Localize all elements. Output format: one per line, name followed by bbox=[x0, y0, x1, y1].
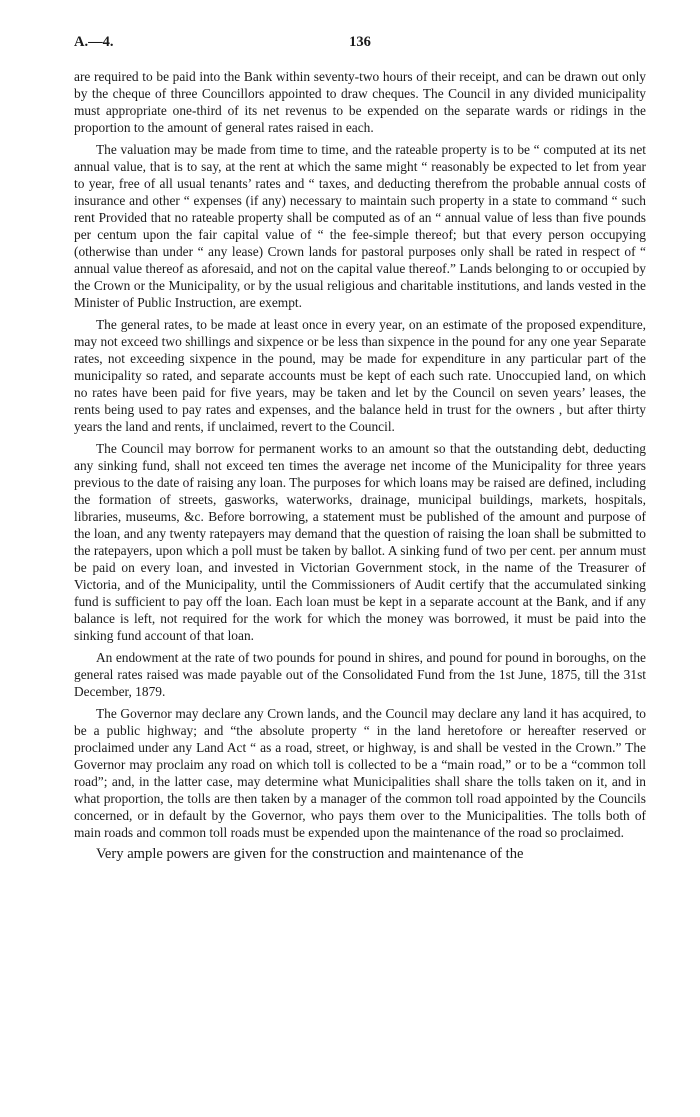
paragraph: are required to be paid into the Bank within seventy-two hours of their receipt, and can be drawn out only by the cheque of three Councillors appointed to draw cheques. The Council in any divided municipality must appropriate one-third of its net revenus to be expended on the separate wards or ridings in the proportion to the amount of general rates raised in each. bbox=[74, 69, 646, 135]
paragraph: The general rates, to be made at least once in every year, on an estimate of the proposed expenditure, may not exceed two shillings and sixpence or be less than sixpence in the pound for any one year Separate rates, not exceeding sixpence in the pound, may be made for expenditure in any particular part of the municipality so rated, and separate accounts must be kept of each such rate. Unoccupied land, on which no rates have been paid for five years, may be taken and let by the Council on seven years’ leases, the rents being used to pay rates and expenses, and the balance held in trust for the owners , but after thirty years the land and rents, if unclaimed, revert to the Council. bbox=[74, 317, 646, 434]
body-text bbox=[74, 68, 646, 863]
page-header bbox=[74, 34, 646, 56]
paragraph: The Governor may declare any Crown lands, and the Council may declare any land it has acquired, to be a public highway; and “the absolute property “ in the land heretofore or hereafter reserved or proclaimed under any Land Act “ as a road, street, or highway, is and shall be vested in the Crown.” The Governor may proclaim any road on which toll is collected to be a “main road,” or to be a “common toll road”; and, in the latter case, may determine what Municipalities shall share the tolls taken on it, and in what proportion, the tolls are then taken by a manager of the common toll road appointed by the Councils concerned, or in default by the Governor, who pays them over to the Municipalities. The tolls both of main roads and common toll roads must be expended upon the maintenance of the road so proclaimed. bbox=[74, 706, 646, 840]
paper-reference: A.—4. bbox=[74, 34, 114, 50]
page-number: 136 bbox=[349, 34, 371, 50]
paragraph: An endowment at the rate of two pounds for pound in shires, and pound for pound in boroughs, on the general rates raised was made payable out of the Consolidated Fund from the 1st June, 1875, till the 31st December, 1879. bbox=[74, 650, 646, 699]
document-page bbox=[74, 34, 646, 868]
paragraph: Very ample powers are given for the construction and maintenance of the bbox=[96, 846, 524, 862]
paragraph: The valuation may be made from time to time, and the rateable property is to be “ computed at its net annual value, that is to say, at the rent at which the same might “ reasonably be expected to let from year to year, free of all usual tenants’ rates and “ taxes, and deducting therefrom the probable annual costs of insurance and other “ expenses (if any) necessary to maintain such property in a state to command “ such rent Provided that no rateable property shall be computed as of an “ annual value of less than five pounds per centum upon the fair capital value of “ the fee-simple thereof; but that every person occupying (otherwise than under “ any lease) Crown lands for pastoral purposes only shall be rated in respect of “ annual value thereof as aforesaid, and not on the capital value thereof.” Lands belonging to or occupied by the Crown or the Municipality, or by the usual religious and charitable institutions, and lands vested in the Minister of Public Instruction, are exempt. bbox=[74, 142, 646, 310]
paragraph: The Council may borrow for permanent works to an amount so that the outstanding debt, deducting any sinking fund, shall not exceed ten times the average net income of the Municipality for three years previous to the date of raising any loan. The purposes for which loans may be raised are defined, including the formation of streets, gasworks, waterworks, drainage, municipal buildings, markets, hospitals, libraries, museums, &c. Before borrowing, a statement must be published of the amount and purpose of the loan, and any twenty ratepayers may demand that the question of raising the loan shall be submitted to the ratepayers, upon which a poll must be taken by ballot. A sinking fund of two per cent. per annum must be paid on every loan, and invested in Victorian Government stock, in the name of the Treasurer of Victoria, and of the Municipality, until the Commissioners of Audit certify that the accumulated sinking fund is sufficient to pay off the loan. Each loan must be kept in a separate account at the Bank, and if any balance is left, not required for the work for which the money was borrowed, it must be paid into the sinking fund account of that loan. bbox=[74, 441, 646, 643]
